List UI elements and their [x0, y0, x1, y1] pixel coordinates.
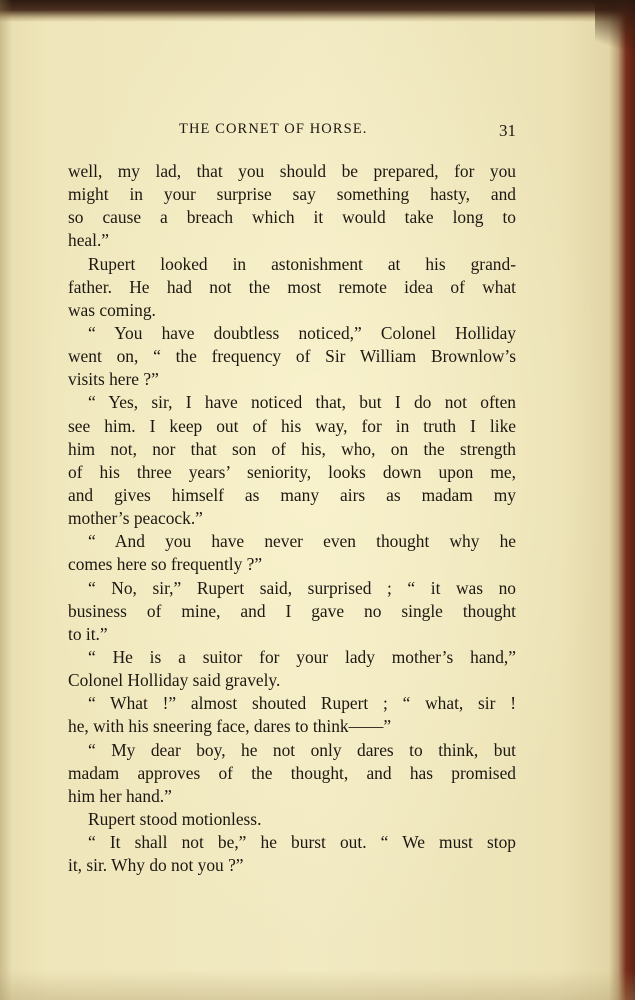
body-text — [68, 160, 516, 877]
text-line: heal.” — [68, 230, 110, 251]
text-line: “ No, sir,” Rupert said, surprised ; “ it was no — [88, 577, 516, 598]
text-line: visits here ?” — [68, 369, 159, 390]
text-line: went on, “ the frequency of Sir William Brownlow’s — [68, 346, 516, 367]
text-line: “ You have doubtless noticed,” Colonel Holliday — [88, 322, 516, 343]
text-line: well, my lad, that you should be prepared, for you — [68, 161, 516, 181]
text-line: Rupert stood motionless. — [88, 808, 262, 829]
text-line: to it.” — [68, 623, 108, 644]
text-line: “ And you have never even thought why he — [88, 531, 516, 552]
text-line: so cause a breach which it would take long to — [68, 207, 516, 228]
page-top-shadow — [0, 0, 635, 22]
text-line: business of mine, and I gave no single thought — [68, 600, 516, 621]
text-line: he, with his sneering face, dares to think——” — [68, 716, 392, 737]
text-line: “ My dear boy, he not only dares to think, but — [88, 739, 516, 760]
text-line: might in your surprise say something hasty, and — [68, 184, 516, 205]
text-line: and gives himself as many airs as madam my — [68, 484, 516, 505]
text-line: “ Yes, sir, I have noticed that, but I do not often — [88, 392, 516, 413]
text-line: “ What !” almost shouted Rupert ; “ what, sir ! — [88, 693, 516, 714]
text-line: it, sir. Why do not you ?” — [68, 855, 244, 876]
page-corner-shadow — [595, 0, 635, 60]
text-line: “ He is a suitor for your lady mother’s hand,” — [88, 646, 516, 667]
text-line: him not, nor that son of his, who, on the strength — [68, 438, 516, 459]
page-number: 31 — [499, 121, 516, 140]
book-cover-edge — [609, 0, 635, 1000]
text-line: Colonel Holliday said gravely. — [68, 670, 281, 691]
text-line: Rupert looked in astonishment at his grand- — [88, 253, 516, 274]
running-head — [66, 121, 516, 143]
text-line: see him. I keep out of his way, for in truth I like — [68, 415, 516, 436]
text-line: him her hand.” — [68, 785, 172, 806]
text-line: madam approves of the thought, and has promised — [68, 762, 516, 783]
page-left-edge — [0, 0, 12, 1000]
text-line: was coming. — [68, 299, 156, 320]
running-title: THE CORNET OF HORSE. — [179, 121, 368, 137]
text-line: father. He had not the most remote idea of what — [68, 276, 516, 297]
text-line: comes here so frequently ?” — [68, 554, 263, 575]
text-line: of his three years’ seniority, looks down upon me, — [68, 461, 516, 482]
text-line: “ It shall not be,” he burst out. “ We must stop — [88, 832, 516, 853]
text-line: mother’s peacock.” — [68, 508, 203, 529]
page-bottom-shade — [0, 970, 635, 1000]
